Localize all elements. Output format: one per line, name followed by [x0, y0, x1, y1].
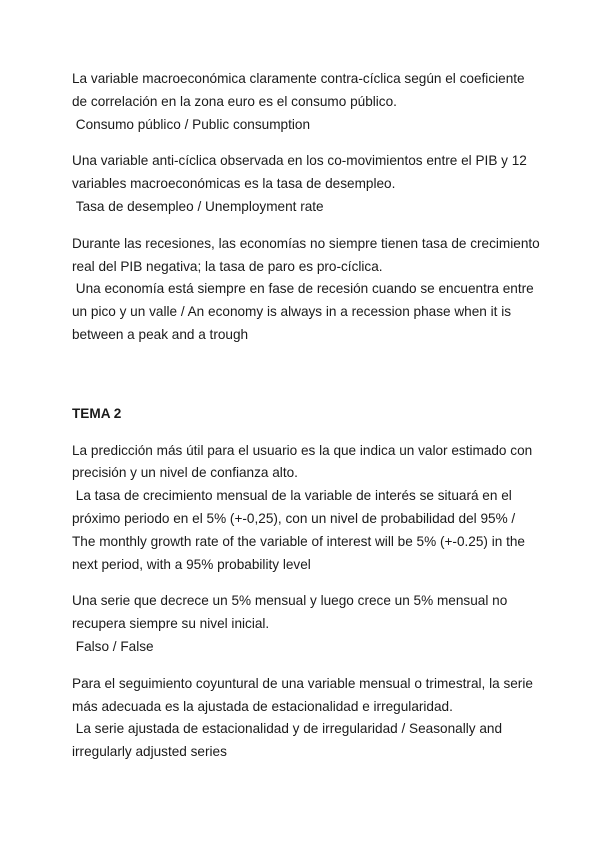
answer-text: La tasa de crecimiento mensual de la variable de interés se situará en el próximo periodo en el 5% (+-0,25), con un nivel de probabilidad del 95% / The monthly growth rate of the variable of interest will be 5% (+-0.25) in the next period, with a 95% probability level — [72, 488, 529, 572]
qa-block-5 — [72, 590, 542, 658]
question-text: La variable macroeconómica claramente contra-cíclica según el coeficiente de correlación en la zona euro es el consumo público. — [72, 71, 529, 109]
qa-block-6 — [72, 673, 542, 764]
section-heading: TEMA 2 — [72, 405, 122, 421]
answer-text: Consumo público / Public consumption — [72, 116, 311, 132]
answer-text: Una economía está siempre en fase de recesión cuando se encuentra entre un pico y un valle / An economy is always in a recession phase when it is between a peak and a trough — [72, 281, 538, 342]
question-text: Para el seguimiento coyuntural de una variable mensual o trimestral, la serie más adecuada es la ajustada de estacionalidad e irregularidad. — [72, 675, 537, 714]
answer-text: Falso / False — [72, 638, 154, 654]
document-page — [72, 68, 542, 764]
question-text: Durante las recesiones, las economías no siempre tienen tasa de crecimiento real del PIB negativa; la tasa de paro es pro-cíclica. — [72, 235, 544, 274]
question-text: Una variable anti-cíclica observada en los co-movimientos entre el PIB y 12 variables macroeconómicas es la tasa de desempleo. — [72, 153, 531, 192]
answer-text: La serie ajustada de estacionalidad y de irregularidad / Seasonally and irregularly adjusted series — [72, 721, 506, 760]
qa-block-4 — [72, 440, 542, 577]
answer-text: Tasa de desempleo / Unemployment rate — [72, 198, 324, 214]
qa-block-1 — [72, 68, 542, 136]
question-text: La predicción más útil para el usuario es la que indica un valor estimado con precisión y un nivel de confianza alto. — [72, 442, 536, 481]
question-text: Una serie que decrece un 5% mensual y luego crece un 5% mensual no recupera siempre su nivel inicial. — [72, 593, 512, 632]
qa-block-2 — [72, 150, 542, 218]
qa-block-3 — [72, 233, 542, 347]
